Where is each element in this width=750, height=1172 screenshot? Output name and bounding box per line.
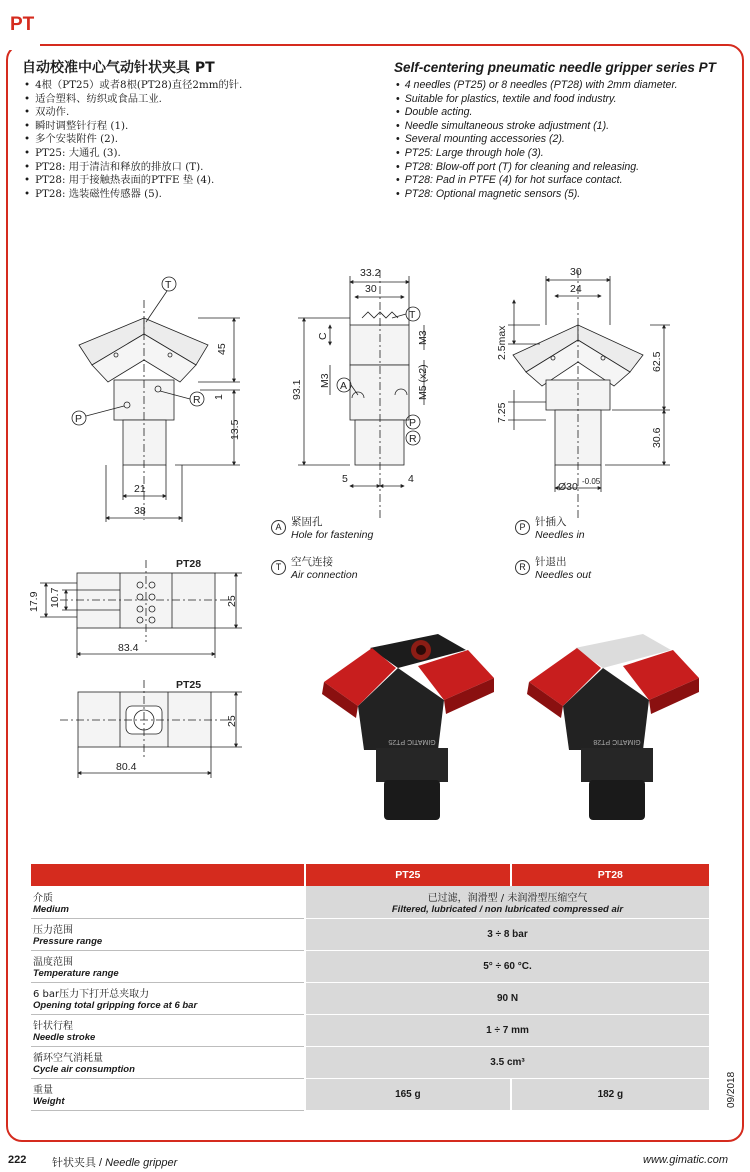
dim-1: 1: [213, 394, 225, 400]
row-label-cn: 介质: [33, 892, 53, 904]
table-header-pt28: PT28: [511, 864, 709, 886]
pt28-photo-text: GIMATIC PT28: [593, 738, 641, 745]
dim-d30: Ø30: [558, 481, 578, 493]
label-P: P: [75, 413, 83, 425]
pt25-photo: [318, 620, 518, 830]
feature-cn-item: • 双动作.: [24, 106, 242, 120]
dim-62-5: 62.5: [651, 351, 663, 372]
dim-C: C: [317, 332, 329, 340]
row-label: [31, 1014, 305, 1046]
legend-en: Air connection: [291, 569, 358, 581]
pt25-label: PT25: [176, 679, 202, 691]
feature-cn-item: • PT28: 用于清洁和释放的排放口 (T).: [24, 161, 242, 175]
row-value-pt28: [511, 1078, 709, 1110]
feature-cn-item: • 适合塑料、纺织或食品工业.: [24, 93, 242, 107]
table-header-blank: [31, 864, 305, 886]
row-label-en: Opening total gripping force at 6 bar: [33, 1000, 198, 1011]
page-number: 222: [8, 1154, 27, 1166]
row-label-en: Weight: [33, 1096, 65, 1107]
row-label-cn: 压力范围: [33, 925, 73, 936]
publication-date: 09/2018: [726, 1071, 737, 1108]
row-label-cn: 重量: [33, 1085, 53, 1096]
side-view: [298, 270, 424, 520]
dim-17-9: 17.9: [28, 591, 40, 612]
label-T-side: T: [409, 309, 416, 321]
legend-en: Hole for fastening: [291, 529, 374, 541]
value-text: 5° ÷ 60 °C.: [483, 960, 532, 972]
row-label: [31, 918, 305, 950]
row-value: [305, 1014, 709, 1046]
table-row: [31, 982, 709, 1014]
row-label: [31, 886, 305, 918]
dim-M3-a: M3: [319, 373, 331, 388]
dim-25-pt25: 25: [226, 715, 238, 727]
spec-table: [31, 864, 709, 1111]
dim-93-1: 93.1: [291, 379, 303, 400]
dim-M5: M5 (x2): [417, 364, 429, 400]
row-label-en: Pressure range: [33, 936, 103, 947]
value-text: 1 ÷ 7 mm: [486, 1024, 529, 1036]
row-value: [305, 950, 709, 982]
dim-2-5max: 2.5max: [496, 325, 508, 360]
legend-cn: 紧固孔: [291, 516, 323, 528]
dim-13-5: 13.5: [229, 419, 241, 440]
row-label: [31, 950, 305, 982]
dim-24: 24: [570, 283, 582, 295]
dim-83-4: 83.4: [118, 642, 139, 654]
label-R-side: R: [409, 433, 417, 445]
website: www.gimatic.com: [643, 1154, 728, 1166]
feature-en-item: • PT28: Optional magnetic sensors (5).: [396, 188, 678, 202]
row-value-en: Filtered, lubricated / non lubricated compressed air: [391, 903, 624, 915]
dim-21: 21: [134, 483, 146, 495]
value-text: 165 g: [395, 1088, 421, 1100]
legend-cn: 针退出: [535, 556, 567, 568]
feature-en-item: • Several mounting accessories (2).: [396, 133, 678, 147]
feature-cn-item: • 瞬时调整针行程 (1).: [24, 120, 242, 134]
row-label: [31, 1078, 305, 1110]
footer-title: 针状夹具 / Needle gripper: [52, 1156, 178, 1169]
dim-30-side: 30: [365, 283, 377, 295]
legend-T: [275, 554, 358, 581]
table-row: [31, 918, 709, 950]
feature-en-item: • Double acting.: [396, 106, 678, 120]
table-row: [31, 1078, 709, 1110]
label-R: R: [193, 394, 201, 406]
dim-d30-tol: -0.05: [582, 477, 601, 486]
row-label-cn: 温度范围: [33, 957, 73, 968]
dim-25-pt28: 25: [226, 595, 238, 607]
dim-5: 5: [342, 473, 348, 485]
feature-cn-item: • PT25: 大通孔 (3).: [24, 147, 242, 161]
row-value: [305, 982, 709, 1014]
legend-key-T: T: [271, 560, 286, 575]
dim-30-6: 30.6: [651, 427, 663, 448]
row-label-cn: 循环空气消耗量: [33, 1053, 103, 1064]
dim-33-2: 33.2: [360, 267, 381, 279]
table-row: [31, 886, 709, 918]
row-value-cn: 已过滤，润滑型 / 未润滑型压缩空气: [427, 892, 588, 904]
pt28-top-view: [40, 560, 242, 658]
row-value: [305, 1046, 709, 1078]
feature-en-item: • 4 needles (PT25) or 8 needles (PT28) with 2mm diameter.: [396, 79, 678, 93]
feature-en-item: • Suitable for plastics, textile and food industry.: [396, 93, 678, 107]
label-P-side: P: [409, 417, 417, 429]
dim-80-4: 80.4: [116, 761, 137, 773]
feature-en-item: • PT25: Large through hole (3).: [396, 147, 678, 161]
row-label-cn: 6 bar压力下打开总夹取力: [33, 989, 150, 1000]
row-value-pt25: [305, 1078, 511, 1110]
dim-30-right: 30: [570, 266, 582, 278]
pt28-label: PT28: [176, 558, 202, 570]
feature-en-item: • PT28: Blow-off port (T) for cleaning and releasing.: [396, 161, 678, 175]
footer-title-cn: 针状夹具: [52, 1156, 96, 1169]
feature-cn-item: • 4根（PT25）或者8根(PT28)直径2mm的针.: [24, 79, 242, 93]
row-label-en: Needle stroke: [33, 1032, 96, 1043]
row-value: [305, 886, 709, 918]
row-label-cn: 针状行程: [33, 1021, 73, 1032]
legend-cn: 空气连接: [291, 556, 333, 568]
dim-10-7: 10.7: [49, 587, 61, 608]
table-row: [31, 950, 709, 982]
legend-key-R: R: [515, 560, 530, 575]
value-text: 90 N: [496, 992, 519, 1004]
label-T: T: [165, 279, 172, 291]
legend-A: [275, 514, 374, 541]
row-label-en: Temperature range: [33, 968, 119, 979]
title-en: Self-centering pneumatic needle gripper series PT: [394, 60, 716, 75]
row-label-en: Cycle air consumption: [33, 1064, 135, 1075]
footer-title-en: Needle gripper: [105, 1157, 178, 1169]
row-label-en: Medium: [33, 903, 69, 915]
legend-en: Needles out: [535, 569, 592, 581]
series-tag: PT: [10, 14, 35, 35]
dim-M3-b: M3: [417, 330, 429, 345]
pt28-photo: [523, 620, 723, 830]
feature-cn-item: • 多个安装附件 (2).: [24, 133, 242, 147]
table-header-pt25: PT25: [305, 864, 511, 886]
row-label: [31, 982, 305, 1014]
feature-cn-item: • PT28: 选装磁性传感器 (5).: [24, 188, 242, 202]
dim-45: 45: [216, 343, 228, 355]
pt25-photo-text: GIMATIC PT25: [388, 738, 436, 745]
table-header-row: [31, 864, 709, 886]
feature-en-item: • Needle simultaneous stroke adjustment (1).: [396, 120, 678, 134]
pt25-top-view: [60, 680, 242, 778]
dim-7-25: 7.25: [496, 402, 508, 423]
feature-en-item: • PT28: Pad in PTFE (4) for hot surface contact.: [396, 174, 678, 188]
row-label: [31, 1046, 305, 1078]
feature-cn-item: • PT28: 用于接触热表面的PTFE 垫 (4).: [24, 174, 242, 188]
row-value: [305, 918, 709, 950]
title-cn: 自动校准中心气动针状夹具 PT: [22, 60, 215, 76]
legend-R: [519, 554, 592, 581]
value-text: 3.5 cm³: [490, 1056, 525, 1068]
label-A-side: A: [340, 380, 348, 392]
legend-key-P: P: [515, 520, 530, 535]
value-text: 3 ÷ 8 bar: [487, 928, 528, 940]
legend-en: Needles in: [535, 529, 585, 541]
value-text: 182 g: [597, 1088, 624, 1100]
legend-P: [519, 514, 585, 541]
legend-key-A: A: [271, 520, 286, 535]
dim-4: 4: [408, 473, 414, 485]
dim-38: 38: [134, 505, 146, 517]
table-row: [31, 1046, 709, 1078]
table-row: [31, 1014, 709, 1046]
legend-cn: 针插入: [535, 516, 567, 528]
